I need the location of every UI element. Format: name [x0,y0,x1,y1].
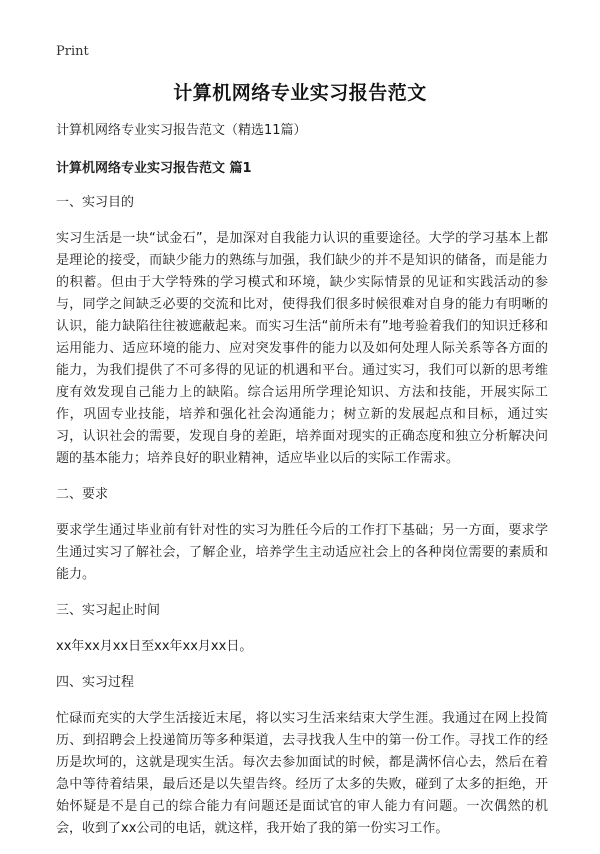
chapter-title: 计算机网络专业实习报告范文 篇1 [56,161,252,176]
document-title: 计算机网络专业实习报告范文 [173,82,427,104]
section-heading-process: 四、实习过程 [56,675,135,690]
paragraph-period: xx年xx月xx日至xx年xx月xx日。 [56,639,253,654]
paragraph-purpose: 实习生活是一块“试金石”，是加深对自我能力认识的重要途径。大学的学习基本上都是理论的接受，而缺少能力的熟练与加强，我们缺少的并不是知识的储备，而是能力的积蓄。但由于大学特殊的学习模式和环境，缺少实际情景的见证和实践活动的参与，同学之间缺乏必要的交流和比对，使得我们很多时候很难对自身的能力有明晰的认识，能力缺陷往往被遮蔽起来。而实习生活“前所未有”地考验着我们的知识迁移和运用能力、适应环境的能力、应对突发事件的能力以及如何处理人际关系等各方面的能力，为我们提供了不可多得的见证的机遇和平台。通过实习，我们可以新的思考维度有效发现自己能力上的缺陷。综合运用所学理论知识、方法和技能，开展实际工作，巩固专业技能，培养和强化社会沟通能力；树立新的发展起点和目标，通过实习，认识社会的需要，发现自身的差距，培养面对现实的正确态度和独立分析解决问题的基本能力；培养良好的职业精神，适应毕业以后的实际工作需求。 [56,231,548,466]
paragraph-requirements: 要求学生通过毕业前有针对性的实习为胜任今后的工作打下基础；另一方面，要求学生通过实习了解社会，了解企业，培养学生主动适应社会上的各种岗位需要的素质和能力。 [56,523,548,582]
paragraph-process: 忙碌而充实的大学生活接近末尾，将以实习生活来结束大学生涯。我通过在网上投简历、到招聘会上投递简历等多种渠道，去寻找我人生中的第一份工作。寻找工作的经历是坎坷的，这就是现实生活。每次去参加面试的时候，都是满怀信心去，然后在着急中等待着结果，最后还是以失望告终。经历了太多的失败，碰到了太多的拒绝，开始怀疑是不是自己的综合能力有问题还是面试官的审人能力有问题。一次偶然的机会，收到了xx公司的电话，就这样，我开始了我的第一份实习工作。 [56,711,548,836]
section-heading-period: 三、实习起止时间 [56,603,161,618]
section-heading-requirements: 二、要求 [56,487,109,502]
section-heading-purpose: 一、实习目的 [56,195,135,210]
print-link[interactable]: Print [56,44,89,59]
document-body [56,120,548,854]
document-subtitle: 计算机网络专业实习报告范文（精选11篇） [56,123,307,138]
